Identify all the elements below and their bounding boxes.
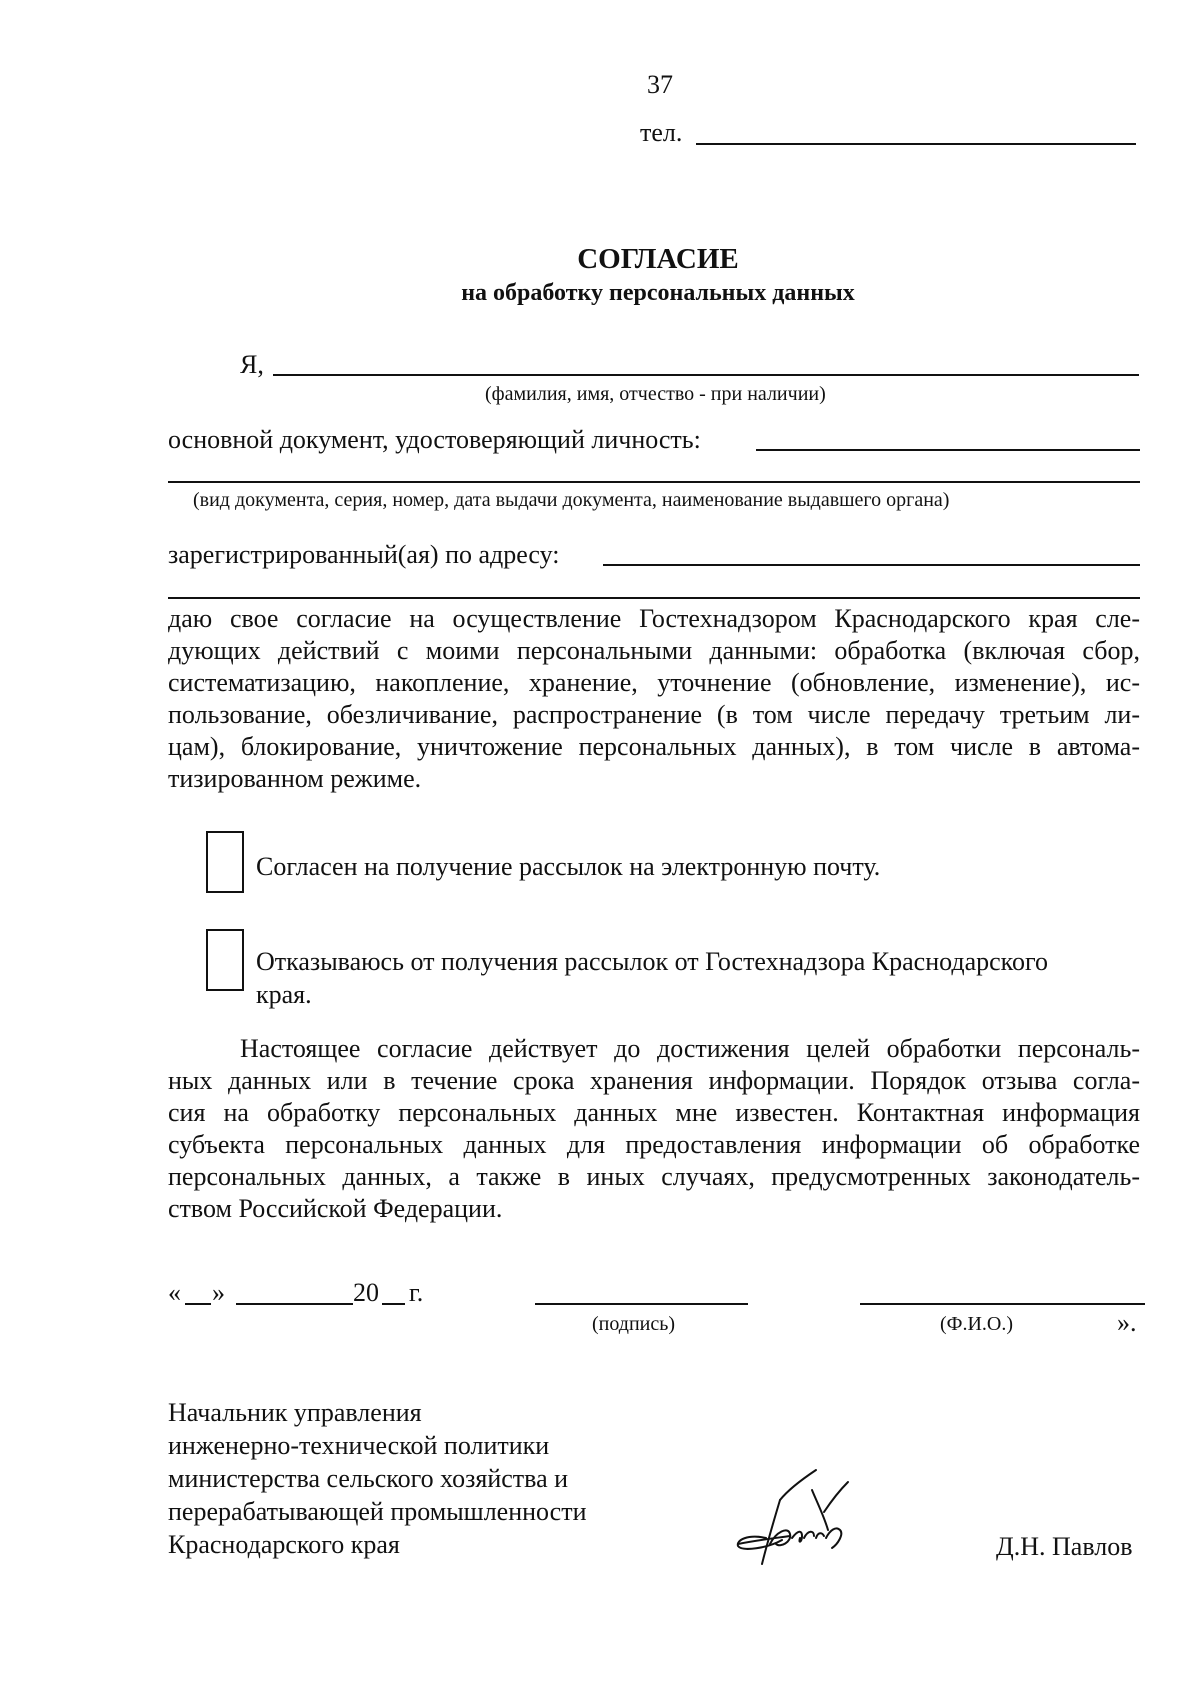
consent-line: систематизацию, накопление, хранение, уточнение (обновление, изменение), ис- [168, 668, 1140, 697]
date-day-line[interactable] [185, 1303, 211, 1305]
doc-field-line-2[interactable] [168, 481, 1140, 483]
validity-line: сия на обработку персональных данных мне известен. Контактная информация [168, 1098, 1140, 1127]
signature-caption: (подпись) [592, 1313, 676, 1335]
agree-checkbox[interactable] [206, 831, 244, 893]
validity-line: персональных данных, а также в иных случаях, предусмотренных законодатель- [168, 1162, 1140, 1191]
refuse-checkbox[interactable] [206, 929, 244, 991]
date-open-quote: « [168, 1278, 181, 1307]
footer-line: инженерно-технической политики [168, 1431, 550, 1460]
consent-line: даю свое согласие на осуществление Гостехнадзором Краснодарского края сле- [168, 604, 1140, 633]
date-close-quote: » [212, 1278, 225, 1307]
doc-field-line[interactable] [756, 449, 1140, 451]
footer-line: Начальник управления [168, 1398, 422, 1427]
validity-line: субъекта персональных данных для предоставления информации об обработке [168, 1130, 1140, 1159]
agree-option-label: Согласен на получение рассылок на электронную почту. [256, 852, 881, 881]
consent-line: дующих действий с моими персональными данными: обработка (включая сбор, [168, 636, 1140, 665]
fio-short-caption: (Ф.И.О.) [940, 1313, 1014, 1335]
date-suffix: г. [409, 1278, 424, 1307]
validity-line: ных данных или в течение срока хранения информации. Порядок отзыва согла- [168, 1066, 1140, 1095]
tel-label: тел. [640, 118, 683, 147]
refuse-option-label-cont: края. [256, 980, 312, 1009]
page-number: 37 [647, 70, 673, 99]
signatory-name: Д.Н. Павлов [996, 1532, 1133, 1561]
validity-line: ством Российской Федерации. [168, 1194, 503, 1223]
validity-paragraph [168, 1033, 1140, 1225]
footer-line: министерства сельского хозяйства и [168, 1464, 569, 1493]
i-label: Я, [240, 350, 264, 379]
handwritten-signature [728, 1460, 863, 1575]
document-subtitle: на обработку персональных данных [461, 280, 855, 306]
consent-line: цам), блокирование, уничтожение персональных данных), в том числе в автома- [168, 732, 1140, 761]
consent-line: тизированном режиме. [168, 764, 422, 793]
date-month-line[interactable] [236, 1303, 353, 1305]
document-title: СОГЛАСИЕ [577, 243, 739, 275]
address-label: зарегистрированный(ая) по адресу: [168, 540, 560, 569]
fio-field-line[interactable] [273, 374, 1139, 376]
address-field-line[interactable] [603, 564, 1140, 566]
closing-quote: ». [1117, 1308, 1137, 1337]
footer-block [168, 1396, 587, 1561]
tel-field-line[interactable] [696, 143, 1136, 145]
consent-paragraph [168, 603, 1140, 795]
date-year-line[interactable] [382, 1303, 405, 1305]
fio-short-line[interactable] [860, 1303, 1145, 1305]
validity-line: Настоящее согласие действует до достижения целей обработки персональ- [240, 1034, 1140, 1063]
signature-line[interactable] [535, 1303, 748, 1305]
refuse-option-label: Отказываюсь от получения рассылок от Гостехнадзора Краснодарского [256, 947, 1049, 976]
date-year-prefix: 20 [353, 1278, 379, 1307]
doc-caption: (вид документа, серия, номер, дата выдачи документа, наименование выдавшего органа) [193, 489, 950, 511]
footer-line: перерабатывающей промышленности [168, 1497, 587, 1526]
consent-line: пользование, обезличивание, распространение (в том числе передачу третьим ли- [168, 700, 1140, 729]
footer-line: Краснодарского края [168, 1530, 400, 1559]
doc-label: основной документ, удостоверяющий личность: [168, 425, 701, 454]
address-field-line-2[interactable] [168, 597, 1140, 599]
fio-caption: (фамилия, имя, отчество - при наличии) [485, 383, 826, 405]
